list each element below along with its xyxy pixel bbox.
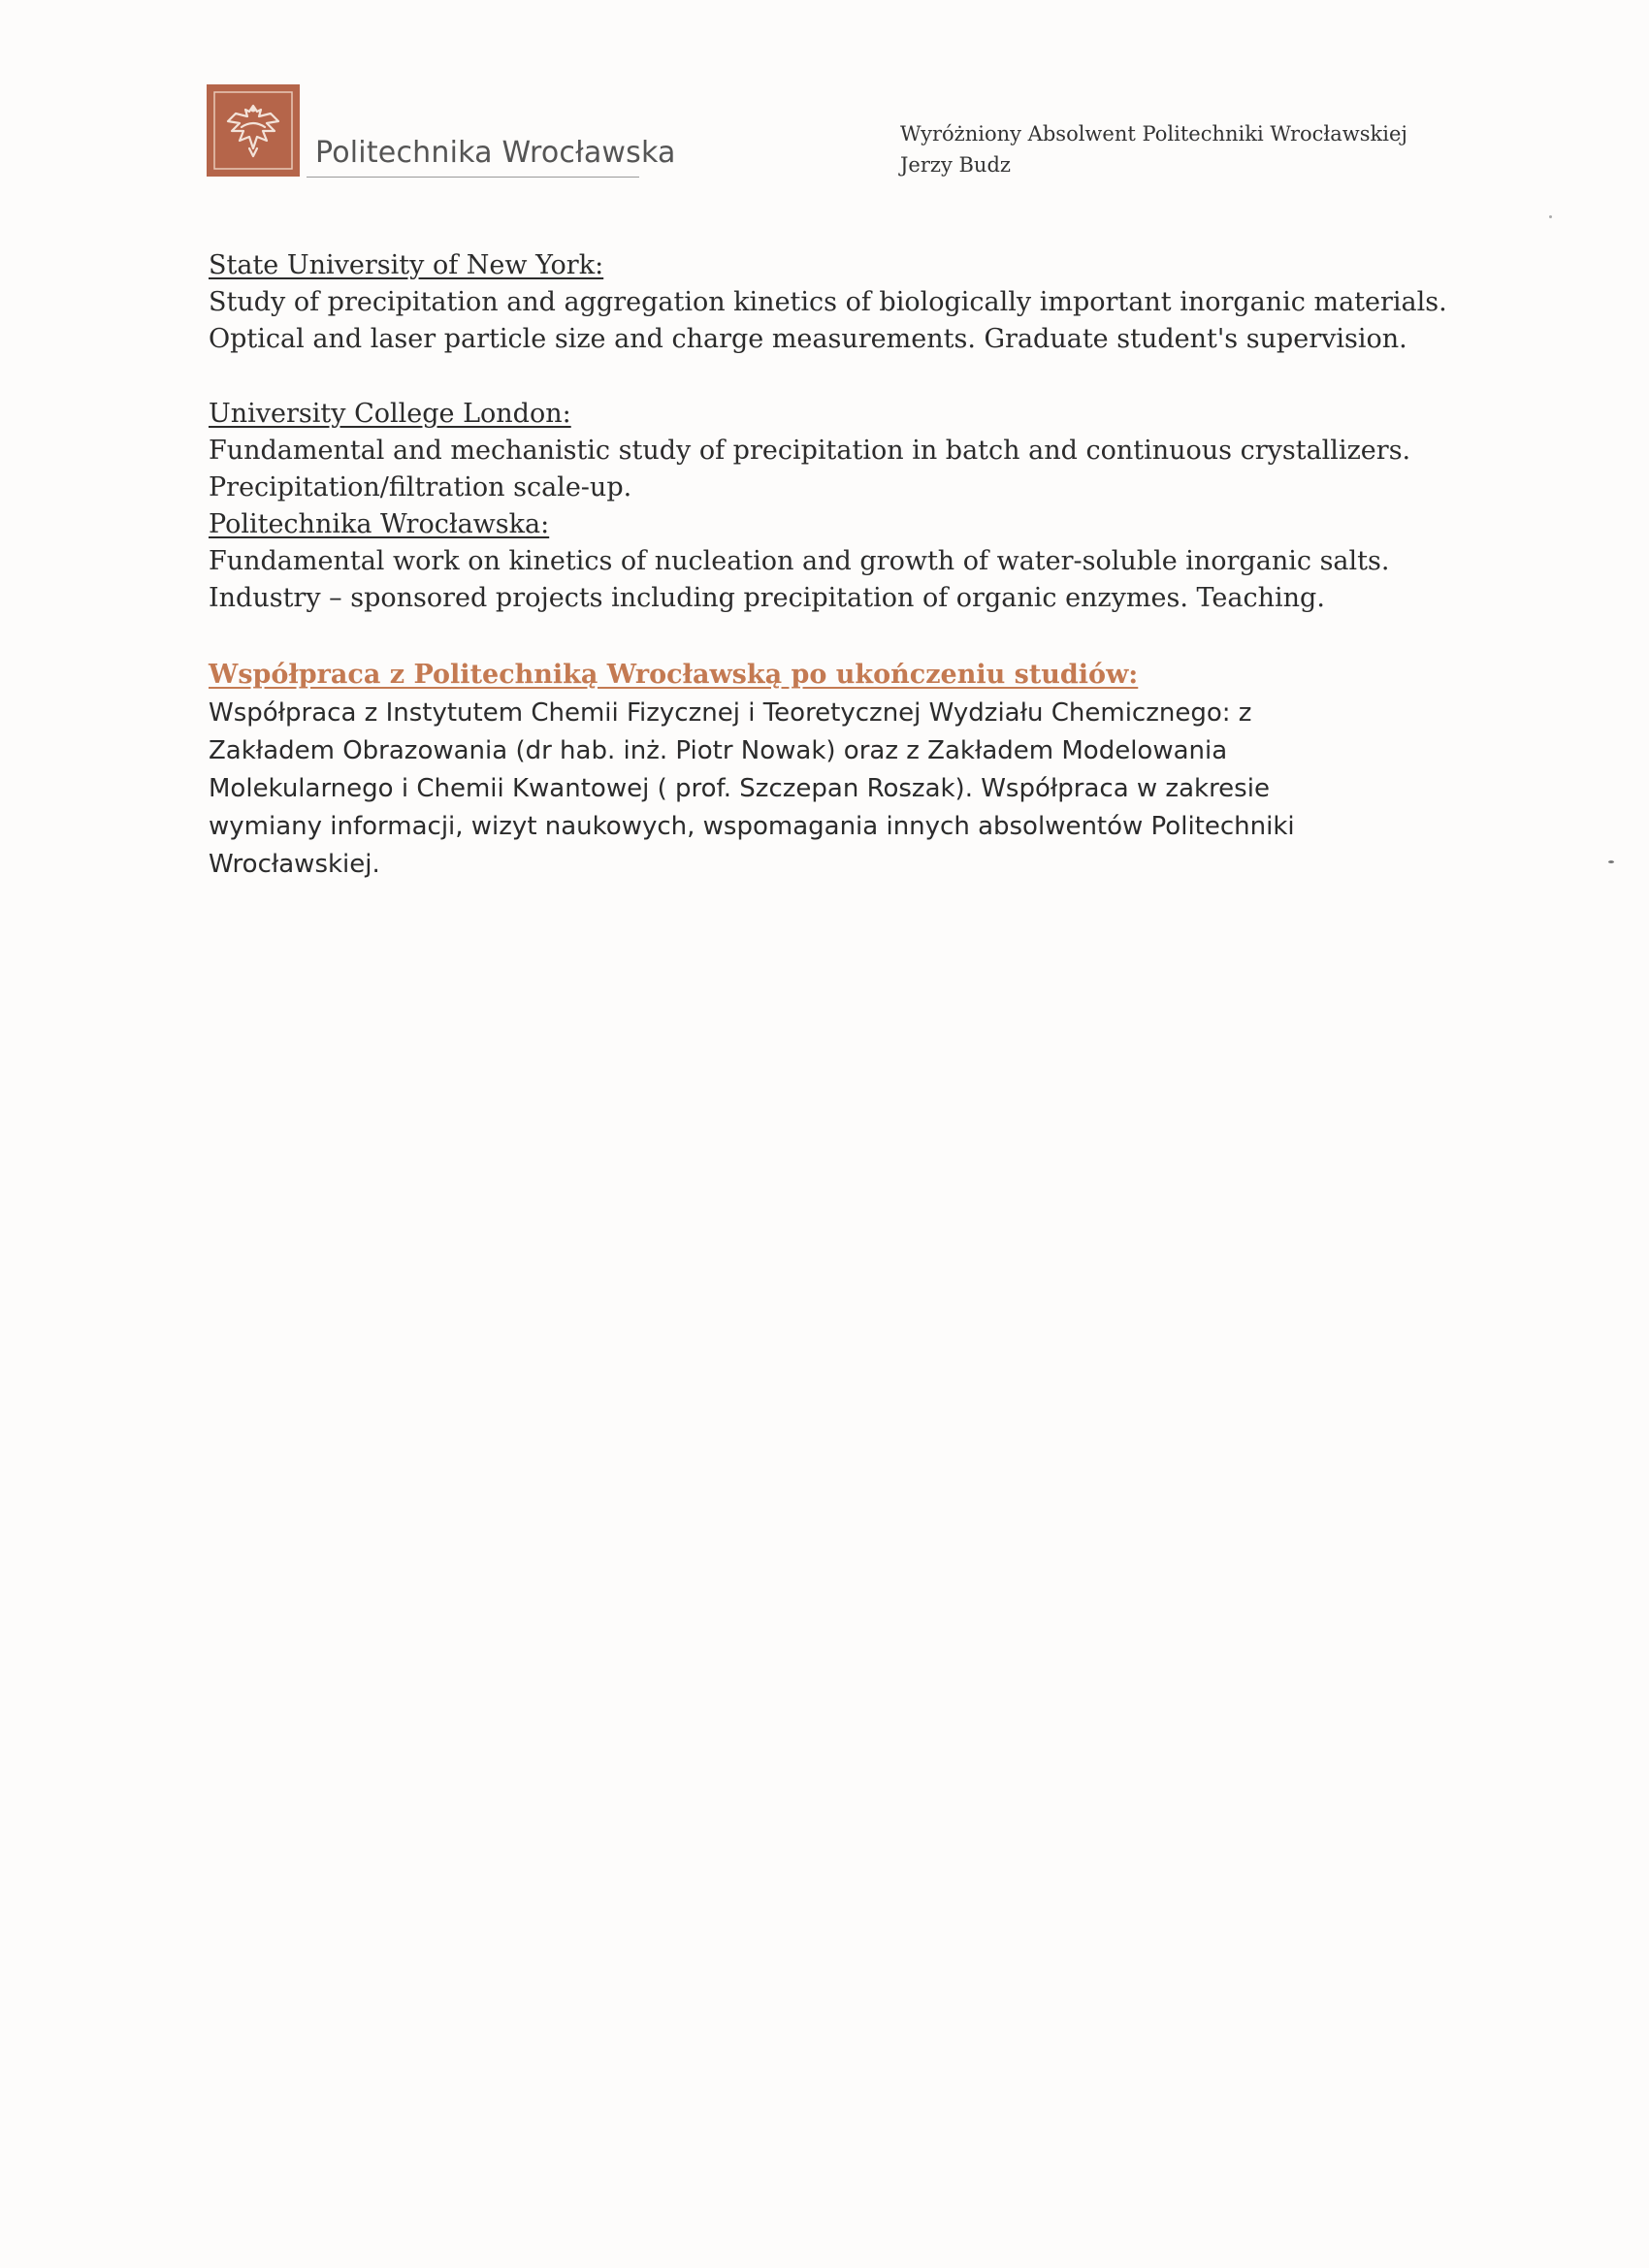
- section-line: Fundamental work on kinetics of nucleation and growth of water-soluble inorganic salts.: [209, 546, 1390, 576]
- logo-wordmark: Politechnika Wrocławska: [315, 136, 676, 170]
- section-line: Industry – sponsored projects including precipitation of organic enzymes. Teaching.: [209, 583, 1325, 613]
- section-line: Fundamental and mechanistic study of precipitation in batch and continuous crystallizers.: [209, 436, 1411, 466]
- header-person-name: Jerzy Budz: [900, 153, 1011, 177]
- section-line: Precipitation/filtration scale-up.: [209, 472, 632, 502]
- document-header-title: [900, 118, 1407, 180]
- section-line: Study of precipitation and aggregation kinetics of biologically important inorganic materials.: [209, 287, 1447, 317]
- eagle-crest-icon: [207, 84, 300, 177]
- cooperation-line: Molekularnego i Chemii Kwantowej ( prof. Szczepan Roszak). Współpraca w zakresie: [209, 774, 1270, 803]
- cooperation-line: Zakładem Obrazowania (dr hab. inż. Piotr Nowak) oraz z Zakładem Modelowania: [209, 736, 1228, 765]
- scan-speck: [1549, 215, 1552, 218]
- section-suny: [209, 247, 1447, 358]
- section-pwr: [209, 506, 1389, 617]
- section-ucl: [209, 396, 1410, 506]
- cooperation-line: Wrocławskiej.: [209, 850, 380, 879]
- cooperation-body: [209, 695, 1295, 884]
- header-award-title: Wyróżniony Absolwent Politechniki Wrocławskiej: [900, 122, 1407, 146]
- cooperation-heading: Współpraca z Politechniką Wrocławską po ukończeniu studiów:: [209, 660, 1139, 690]
- scan-speck: [1608, 860, 1614, 863]
- section-cooperation: [209, 657, 1138, 694]
- cooperation-line: wymiany informacji, wizyt naukowych, wspomagania innych absolwentów Politechniki: [209, 812, 1295, 841]
- section-line: Optical and laser particle size and charge measurements. Graduate student's supervision.: [209, 324, 1407, 354]
- section-heading: Politechnika Wrocławska:: [209, 509, 550, 539]
- logo-underline: [307, 177, 639, 178]
- section-heading: State University of New York:: [209, 250, 604, 280]
- cooperation-line: Współpraca z Instytutem Chemii Fizycznej i Teoretycznej Wydziału Chemicznego: z: [209, 698, 1252, 728]
- university-logo: [207, 84, 300, 177]
- section-heading: University College London:: [209, 399, 571, 429]
